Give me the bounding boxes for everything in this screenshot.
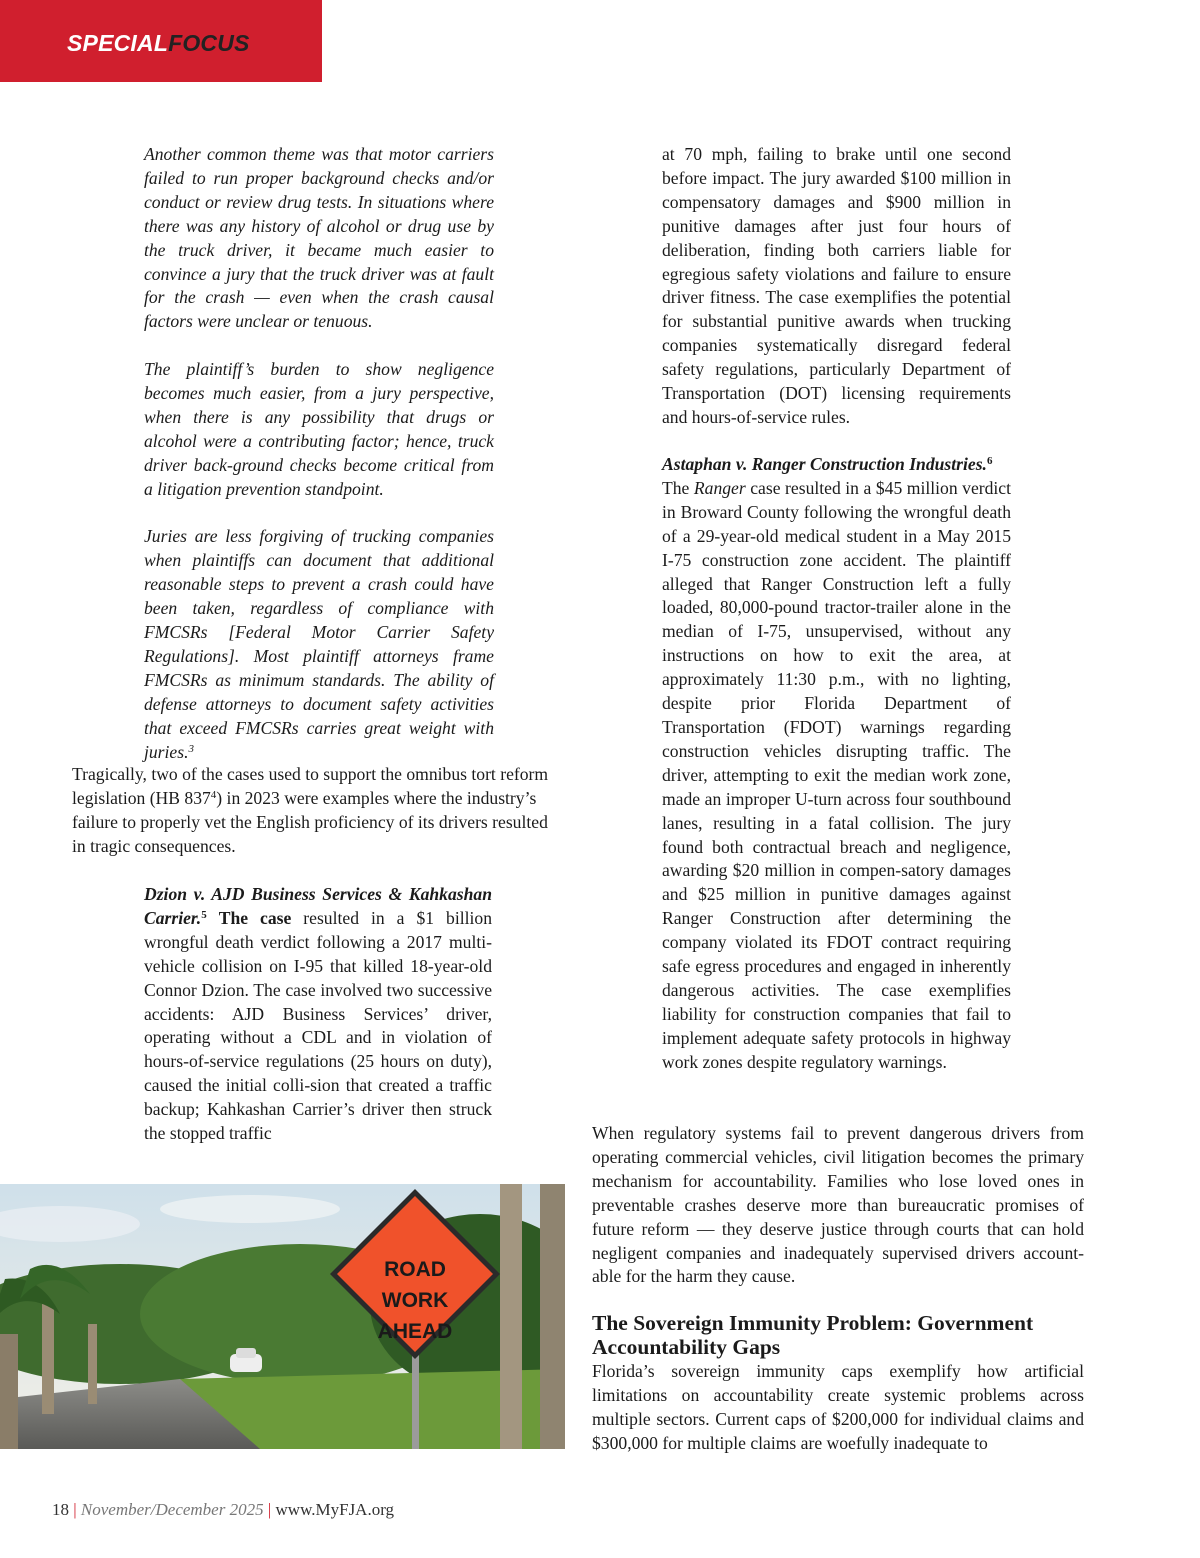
website-link[interactable]: www.MyFJA.org — [275, 1500, 395, 1519]
car-roof — [236, 1348, 256, 1358]
case-astaphan-name: Ranger — [693, 477, 746, 498]
paragraph-regulatory — [592, 1122, 1084, 1289]
footnote-ref-4[interactable]: 4 — [210, 788, 217, 801]
palm-trunk — [88, 1324, 97, 1404]
road-work-photo — [0, 1184, 565, 1449]
case-dzion-body: resulted in a $1 billion wrongful death verdict following a 2017 multi-vehicle collision on I-95 that killed 18-year-old Connor Dzion. The case involved two successive accidents: AJD Business Services’ driver, operating without a CDL and in violation of hours-of-service regulations (25 hours on duty), caused the initial colli-sion that created a traffic backup; Kahkashan Carrier’s driver then struck the stopped traffic — [144, 907, 492, 1144]
road-work-illustration — [0, 1184, 565, 1449]
sign-line-1: ROAD — [384, 1258, 446, 1281]
quote-paragraph-3-text: Juries are less forgiving of trucking companies when plaintiffs can document that additional reasonable steps to prevent a crash could have been taken, regardless of compliance with FMCSRs [Federal Motor Carrier Safety Regulations]. Most plaintiff attorneys frame FMCSRs as minimum standards. The ability of defense attorneys to document safety activities that exceed FMCSRs carries great weight with juries. — [144, 526, 494, 762]
quote-paragraph-2: The plaintiff’s burden to show negligence becomes much easier, from a jury perspective, when there is any possibility that drugs or alcohol were a contributing factor; hence, truck driver back-ground checks become critical from a litigation prevention standpoint. — [144, 359, 494, 499]
palm-trunk — [0, 1334, 18, 1449]
palm-trunk — [42, 1304, 54, 1414]
palm-trunk — [500, 1184, 522, 1449]
footnote-ref-5[interactable]: 5 — [201, 908, 207, 921]
section-label-focus: FOCUS — [168, 30, 250, 56]
section-label — [67, 30, 250, 57]
case-dzion-continued — [662, 143, 1011, 430]
footer-separator: | — [73, 1500, 77, 1519]
paragraph-sovereign — [592, 1360, 1084, 1456]
footnote-ref-3[interactable]: 3 — [188, 742, 194, 755]
case-dzion-continued-text: at 70 mph, failing to brake until one second before impact. The jury awarded $100 million in compensatory damages and $900 million in punitive damages after just four hours of deliberation, finding both carriers liable for egregious safety violations and failure to ensure driver fitness. The case exemplifies the potential for substantial punitive awards when trucking companies systematically disregard federal safety regulations, particularly Department of Transportation (DOT) licensing requirements and hours-of-service rules. — [662, 144, 1011, 427]
footer-separator: | — [267, 1500, 272, 1519]
special-focus-banner — [0, 0, 322, 82]
tragically-text-start: Tragically, two of the cases used to support the omnibus tort reform legislation (HB 837 — [72, 764, 549, 808]
sign-line-2: WORK — [381, 1289, 449, 1312]
footnote-ref-6[interactable]: 6 — [986, 455, 993, 467]
case-astaphan — [662, 453, 1011, 1075]
quote-paragraph-1: Another common theme was that motor carriers failed to run proper background checks and/or conduct or review drug tests. In situations where there was any history of alcohol or drug use by the truck driver, it became much easier to convince a jury that the truck driver was at fault for the crash — even when the crash causal factors were unclear or tenuous. — [144, 144, 494, 332]
case-astaphan-body: case resulted in a $45 million verdict in Broward County following the wrongful death of a 29-year-old medical student in a May 2015 I-75 construction zone accident. The plaintiff alleged that Ranger Construction left a fully loaded, 80,000-pound tractor-trailer alone in the median of I-75, unsupervised, without any instructions on how to exit the area, at approximately 11:30 p.m., with no lighting, despite prior Florida Department of Transportation (FDOT) warnings regarding construction vehicles disrupting traffic. The driver, attempting to exit the median work zone, made an improper U-turn across four southbound lanes, resulting in a fatal collision. The jury found both contractual breach and negligence, awarding $20 million in compen-satory damages and $25 million in punitive damages against Ranger Construction after determining the company violated its FDOT contract requiring safe egress procedures and engaged in inherently dangerous activities. The case exemplifies liability for construction companies that fail to implement adequate safety protocols in highway work zones despite regulatory warnings. — [662, 477, 1012, 1072]
section-label-special: SPECIAL — [67, 30, 169, 56]
case-dzion — [144, 883, 492, 1146]
section-heading: The Sovereign Immunity Problem: Government Accountability Gaps — [592, 1311, 1034, 1359]
case-astaphan-title: Astaphan v. Ranger Construction Industries. — [662, 454, 987, 474]
pull-quote — [144, 143, 494, 765]
page-footer — [52, 1500, 394, 1520]
regulatory-text: When regulatory systems fail to prevent dangerous drivers from operating commercial vehicles, civil litigation becomes the primary mechanism for accountability. Families who lose loved ones in preventable crashes deserve more than bureaucratic promises of future reform — they deserve justice through courts that can hold negligent companies and inadequately supervised drivers account-able for the harm they cause. — [592, 1123, 1084, 1287]
case-astaphan-the: The — [662, 477, 690, 498]
page-number: 18 — [52, 1500, 69, 1519]
paragraph-tragically — [72, 763, 565, 859]
case-dzion-title: Dzion v. AJD Business Services & Kahkashan Carrier. — [144, 884, 492, 928]
sign-line-3: AHEAD — [377, 1320, 453, 1343]
quote-paragraph-3 — [144, 525, 494, 764]
case-dzion-lead: The case — [218, 907, 292, 928]
sovereign-text: Florida’s sovereign immunity caps exemplify how artificial limitations on accountability create systemic problems across multiple sectors. Current caps of $200,000 for individual claims and $300,000 for multiple claims are woefully inadequate to — [592, 1361, 1084, 1453]
tragically-text-end: ) in 2023 were examples where the industry’s failure to properly vet the English proficiency of its drivers resulted in tragic consequences. — [72, 787, 548, 856]
issue-date: November/December 2025 — [80, 1500, 264, 1519]
cloud — [160, 1195, 340, 1223]
palm-trunk — [540, 1184, 565, 1449]
